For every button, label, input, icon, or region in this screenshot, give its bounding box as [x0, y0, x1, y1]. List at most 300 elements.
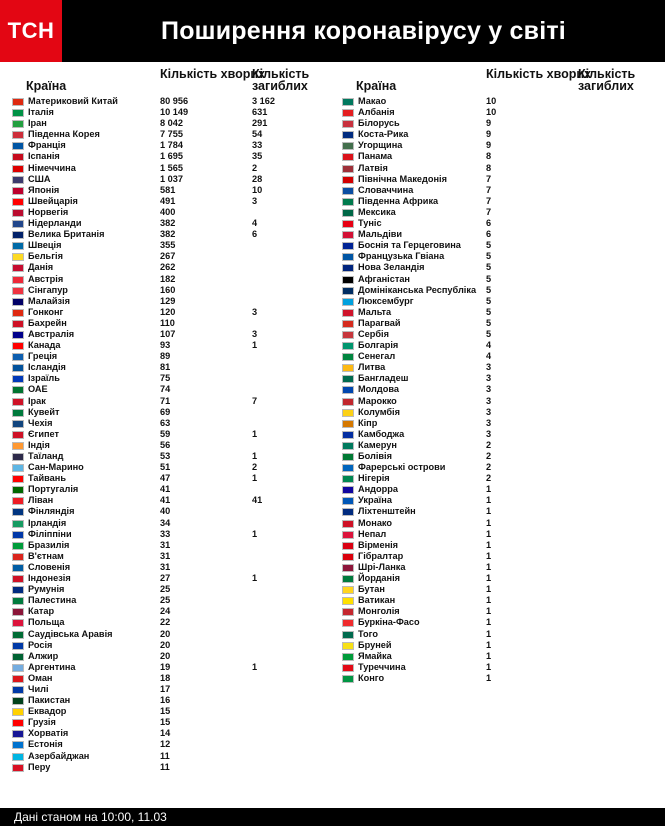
country-name: Грузія: [28, 717, 56, 728]
country-name: Індія: [28, 439, 50, 450]
table-row: [10, 229, 330, 240]
country-name: Макао: [358, 96, 387, 106]
table-row: [340, 396, 660, 407]
cases-value: 20: [160, 639, 171, 650]
table-row: [340, 163, 660, 174]
country-name: ОАЕ: [28, 384, 48, 395]
flag-icon: [342, 176, 354, 184]
country-name: Гонконг: [28, 306, 64, 317]
table-row: [10, 562, 330, 573]
table-row: [10, 617, 330, 628]
flag-icon: [12, 453, 24, 461]
table-row: [340, 484, 660, 495]
table-row: [10, 673, 330, 684]
country-name: Данія: [28, 262, 54, 273]
cases-value: 5: [486, 306, 492, 317]
column-header-country: Країна: [26, 79, 67, 93]
cases-value: 262: [160, 262, 176, 273]
flag-icon: [12, 486, 24, 494]
cases-value: 3: [486, 362, 492, 373]
country-name: Бахрейн: [28, 317, 67, 328]
cases-value: 7: [486, 173, 492, 184]
table-row: [10, 218, 330, 229]
country-name: Таїланд: [28, 451, 64, 461]
country-name: Кувейт: [28, 406, 60, 417]
column-header-cases: Кількість хворих: [486, 67, 592, 81]
cases-value: 25: [160, 584, 171, 595]
table-row: [340, 407, 660, 418]
cases-value: 17: [160, 683, 171, 694]
table-row: [10, 240, 330, 251]
table-row: [10, 296, 330, 307]
cases-value: 3: [486, 384, 492, 395]
flag-icon: [342, 675, 354, 683]
cases-value: 1: [486, 506, 492, 517]
cases-value: 2: [486, 473, 492, 484]
country-name: Андорра: [358, 484, 398, 495]
country-name: Португалія: [28, 484, 79, 495]
flag-icon: [342, 142, 354, 150]
country-name: Бангладеш: [358, 373, 409, 384]
table-row: [10, 285, 330, 296]
cases-value: 267: [160, 251, 176, 262]
deaths-value: 10: [252, 184, 263, 195]
flag-icon: [12, 497, 24, 505]
table-row: [340, 185, 660, 196]
country-name: Тайвань: [28, 473, 66, 484]
cases-value: 1: [486, 606, 492, 617]
cases-value: 1: [486, 661, 492, 672]
table-row: [10, 584, 330, 595]
table-row: [10, 573, 330, 584]
cases-value: 7: [486, 195, 492, 206]
table-row: [10, 418, 330, 429]
country-name: Канада: [28, 340, 61, 351]
cases-value: 19: [160, 661, 171, 672]
table-row: [340, 584, 660, 595]
cases-value: 1: [486, 561, 492, 572]
table-row: [340, 107, 660, 118]
flag-icon: [342, 398, 354, 406]
table-row: [10, 506, 330, 517]
country-name: Бруней: [358, 639, 392, 650]
left-table-header: [10, 66, 330, 96]
cases-value: 5: [486, 240, 492, 251]
country-name: Словаччина: [358, 184, 414, 195]
flag-icon: [12, 320, 24, 328]
table-row: [10, 717, 330, 728]
flag-icon: [342, 531, 354, 539]
table-row: [340, 229, 660, 240]
table-row: [10, 163, 330, 174]
table-row: [10, 96, 330, 107]
flag-icon: [12, 187, 24, 195]
cases-value: 1: [486, 650, 492, 661]
flag-icon: [342, 298, 354, 306]
flag-icon: [342, 597, 354, 605]
cases-value: 12: [160, 739, 171, 750]
country-name: Шрі-Ланка: [358, 561, 406, 572]
cases-value: 89: [160, 351, 171, 362]
deaths-value: 291: [252, 118, 268, 129]
country-name: Сенегал: [358, 351, 396, 362]
country-name: Домініканська Республіка: [358, 284, 477, 295]
flag-icon: [342, 542, 354, 550]
flag-icon: [12, 165, 24, 173]
flag-icon: [12, 631, 24, 639]
country-name: Швейцарія: [28, 195, 78, 206]
table-row: [10, 251, 330, 262]
flag-icon: [12, 508, 24, 516]
flag-icon: [12, 120, 24, 128]
cases-value: 3: [486, 373, 492, 384]
country-name: Ізраїль: [28, 373, 60, 384]
cases-value: 81: [160, 362, 171, 373]
cases-value: 51: [160, 462, 171, 473]
table-row: [10, 151, 330, 162]
country-name: Польща: [28, 617, 65, 628]
country-name: Вірменія: [358, 539, 399, 550]
cases-value: 41: [160, 495, 171, 506]
table-row: [10, 373, 330, 384]
table-row: [340, 340, 660, 351]
right-table: [340, 66, 660, 684]
flag-icon: [342, 653, 354, 661]
flag-icon: [12, 231, 24, 239]
cases-value: 1: [486, 639, 492, 650]
country-name: Норвегія: [28, 206, 69, 217]
flag-icon: [12, 431, 24, 439]
cases-value: 5: [486, 251, 492, 262]
table-row: [10, 739, 330, 750]
flag-icon: [342, 276, 354, 284]
cases-value: 31: [160, 539, 171, 550]
country-name: Мальдіви: [358, 229, 403, 240]
country-name: Бразилія: [28, 539, 70, 550]
country-name: Азербайджан: [28, 750, 90, 761]
flag-icon: [342, 331, 354, 339]
flag-icon: [342, 120, 354, 128]
flag-icon: [342, 209, 354, 217]
deaths-value: 1: [252, 528, 258, 539]
cases-value: 69: [160, 406, 171, 417]
flag-icon: [12, 409, 24, 417]
country-name: Ліван: [28, 495, 54, 506]
cases-value: 1: [486, 539, 492, 550]
table-row: [10, 107, 330, 118]
table-row: [340, 562, 660, 573]
flag-icon: [12, 730, 24, 738]
table-row: [340, 495, 660, 506]
table-row: [340, 274, 660, 285]
cases-value: 20: [160, 650, 171, 661]
flag-icon: [342, 575, 354, 583]
left-table: [10, 66, 330, 773]
country-name: Фінляндія: [28, 506, 75, 517]
table-row: [10, 118, 330, 129]
country-name: Туреччина: [358, 661, 406, 672]
cases-value: 5: [486, 295, 492, 306]
table-row: [340, 418, 660, 429]
flag-icon: [342, 198, 354, 206]
cases-value: 24: [160, 606, 171, 617]
deaths-value: 3: [252, 306, 258, 317]
country-name: Сан-Марино: [28, 462, 84, 473]
country-name: Литва: [358, 362, 386, 373]
flag-icon: [12, 109, 24, 117]
cases-value: 1 784: [160, 140, 183, 151]
flag-icon: [342, 409, 354, 417]
country-name: Росія: [28, 639, 53, 650]
table-row: [10, 651, 330, 662]
cases-value: 47: [160, 473, 171, 484]
country-name: Того: [358, 628, 378, 639]
country-name: Фарерські острови: [358, 462, 446, 473]
table-row: [340, 462, 660, 473]
country-name: Чилі: [28, 683, 49, 694]
country-name: Філіппіни: [28, 528, 72, 539]
country-name: Болівія: [358, 451, 392, 461]
cases-value: 3: [486, 406, 492, 417]
flag-icon: [12, 675, 24, 683]
flag-icon: [342, 664, 354, 672]
table-row: [340, 595, 660, 606]
cases-value: 41: [160, 484, 171, 495]
country-name: Аргентина: [28, 661, 76, 672]
flag-icon: [12, 242, 24, 250]
cases-value: 8: [486, 162, 492, 173]
flag-icon: [12, 575, 24, 583]
cases-value: 5: [486, 317, 492, 328]
cases-value: 63: [160, 417, 171, 428]
flag-icon: [12, 131, 24, 139]
cases-value: 1: [486, 550, 492, 561]
flag-icon: [342, 453, 354, 461]
flag-icon: [12, 608, 24, 616]
country-name: Естонія: [28, 739, 63, 750]
country-name: Боснія та Герцеговина: [358, 240, 461, 251]
cases-value: 1: [486, 517, 492, 528]
header: [0, 0, 665, 62]
flag-icon: [342, 309, 354, 317]
table-row: [340, 196, 660, 207]
table-row: [340, 362, 660, 373]
flag-icon: [12, 586, 24, 594]
flag-icon: [342, 153, 354, 161]
country-name: Алжир: [28, 650, 59, 661]
flag-icon: [12, 331, 24, 339]
page-title: Поширення коронавірусу у світі: [161, 16, 566, 45]
deaths-value: 631: [252, 107, 268, 118]
cases-value: 71: [160, 395, 171, 406]
table-row: [10, 440, 330, 451]
cases-value: 5: [486, 262, 492, 273]
table-row: [340, 673, 660, 684]
table-row: [10, 274, 330, 285]
cases-value: 107: [160, 328, 176, 339]
table-row: [340, 518, 660, 529]
flag-icon: [342, 109, 354, 117]
country-name: Монако: [358, 517, 393, 528]
cases-value: 1: [486, 628, 492, 639]
flag-icon: [12, 353, 24, 361]
cases-value: 1: [486, 484, 492, 495]
deaths-value: 4: [252, 218, 258, 229]
country-name: Гібралтар: [358, 550, 404, 561]
flag-icon: [12, 287, 24, 295]
table-row: [340, 540, 660, 551]
flag-icon: [12, 619, 24, 627]
table-row: [10, 762, 330, 773]
cases-value: 120: [160, 306, 176, 317]
table-row: [10, 462, 330, 473]
table-row: [10, 706, 330, 717]
cases-value: 9: [486, 129, 492, 140]
table-row: [10, 728, 330, 739]
country-name: Австралія: [28, 328, 75, 339]
country-name: Марокко: [358, 395, 397, 406]
table-row: [10, 307, 330, 318]
deaths-value: 2: [252, 462, 258, 473]
deaths-value: 3 162: [252, 96, 275, 106]
deaths-value: 1: [252, 451, 258, 461]
country-name: США: [28, 173, 51, 184]
table-row: [10, 196, 330, 207]
country-name: Болгарія: [358, 340, 399, 351]
cases-value: 1 565: [160, 162, 183, 173]
flag-icon: [12, 520, 24, 528]
country-name: Оман: [28, 672, 53, 683]
flag-icon: [342, 619, 354, 627]
table-row: [340, 251, 660, 262]
cases-value: 10 149: [160, 107, 189, 118]
country-name: Греція: [28, 351, 58, 362]
table-row: [340, 573, 660, 584]
table-row: [340, 506, 660, 517]
country-name: Ліхтенштейн: [358, 506, 416, 517]
country-name: Конго: [358, 672, 385, 683]
flag-icon: [342, 508, 354, 516]
cases-value: 1 037: [160, 173, 183, 184]
deaths-value: 41: [252, 495, 263, 506]
cases-value: 31: [160, 550, 171, 561]
cases-value: 3: [486, 428, 492, 439]
cases-value: 491: [160, 195, 176, 206]
country-name: Молдова: [358, 384, 399, 395]
table-row: [10, 262, 330, 273]
cases-value: 25: [160, 595, 171, 606]
table-row: [340, 373, 660, 384]
cases-value: 5: [486, 284, 492, 295]
table-row: [10, 751, 330, 762]
country-name: Ямайка: [358, 650, 392, 661]
country-name: Туніс: [358, 218, 382, 229]
deaths-value: 1: [252, 340, 258, 351]
table-row: [10, 473, 330, 484]
flag-icon: [342, 464, 354, 472]
country-name: Велика Британія: [28, 229, 105, 240]
cases-value: 20: [160, 628, 171, 639]
flag-icon: [12, 253, 24, 261]
country-name: Єгипет: [28, 428, 60, 439]
country-name: Перу: [28, 761, 51, 772]
country-name: Люксембург: [358, 295, 414, 306]
flag-icon: [342, 131, 354, 139]
table-row: [10, 518, 330, 529]
country-name: Японія: [28, 184, 60, 195]
flag-icon: [342, 475, 354, 483]
column-header-cases: Кількість хворих: [160, 67, 266, 81]
table-row: [340, 140, 660, 151]
table-row: [10, 362, 330, 373]
table-row: [340, 118, 660, 129]
country-name: Французька Гвіана: [358, 251, 445, 262]
cases-value: 11: [160, 750, 170, 761]
footer-note: Дані станом на 10:00, 11.03: [0, 808, 665, 826]
country-name: Парагвай: [358, 317, 401, 328]
cases-value: 6: [486, 229, 492, 240]
cases-value: 2: [486, 451, 492, 461]
country-name: Еквадор: [28, 706, 67, 717]
flag-icon: [12, 475, 24, 483]
country-name: Мексика: [358, 206, 396, 217]
country-name: Сінгапур: [28, 284, 68, 295]
cases-value: 22: [160, 617, 171, 628]
flag-icon: [12, 342, 24, 350]
country-name: Німеччина: [28, 162, 76, 173]
cases-value: 10: [486, 107, 497, 118]
flag-icon: [12, 553, 24, 561]
flag-icon: [342, 631, 354, 639]
table-row: [340, 329, 660, 340]
table-row: [340, 318, 660, 329]
cases-value: 1: [486, 528, 492, 539]
cases-value: 1: [486, 495, 492, 506]
country-name: Нігерія: [358, 473, 390, 484]
table-row: [340, 473, 660, 484]
cases-value: 355: [160, 240, 176, 251]
flag-icon: [12, 209, 24, 217]
flag-icon: [12, 364, 24, 372]
table-row: [10, 629, 330, 640]
flag-icon: [12, 642, 24, 650]
table-row: [340, 296, 660, 307]
table-row: [10, 318, 330, 329]
flag-icon: [12, 298, 24, 306]
flag-icon: [12, 420, 24, 428]
country-name: Австрія: [28, 273, 64, 284]
table-row: [10, 695, 330, 706]
table-row: [340, 529, 660, 540]
cases-value: 1 695: [160, 151, 183, 162]
country-name: Франція: [28, 140, 66, 151]
country-name: Білорусь: [358, 118, 400, 129]
table-row: [340, 151, 660, 162]
country-name: Панама: [358, 151, 393, 162]
deaths-value: 54: [252, 129, 263, 140]
flag-icon: [342, 553, 354, 561]
table-row: [10, 384, 330, 395]
table-row: [10, 396, 330, 407]
table-row: [340, 174, 660, 185]
country-name: Колумбія: [358, 406, 400, 417]
cases-value: 5: [486, 273, 492, 284]
table-row: [340, 429, 660, 440]
table-row: [10, 640, 330, 651]
flag-icon: [12, 653, 24, 661]
cases-value: 110: [160, 317, 175, 328]
flag-icon: [12, 220, 24, 228]
